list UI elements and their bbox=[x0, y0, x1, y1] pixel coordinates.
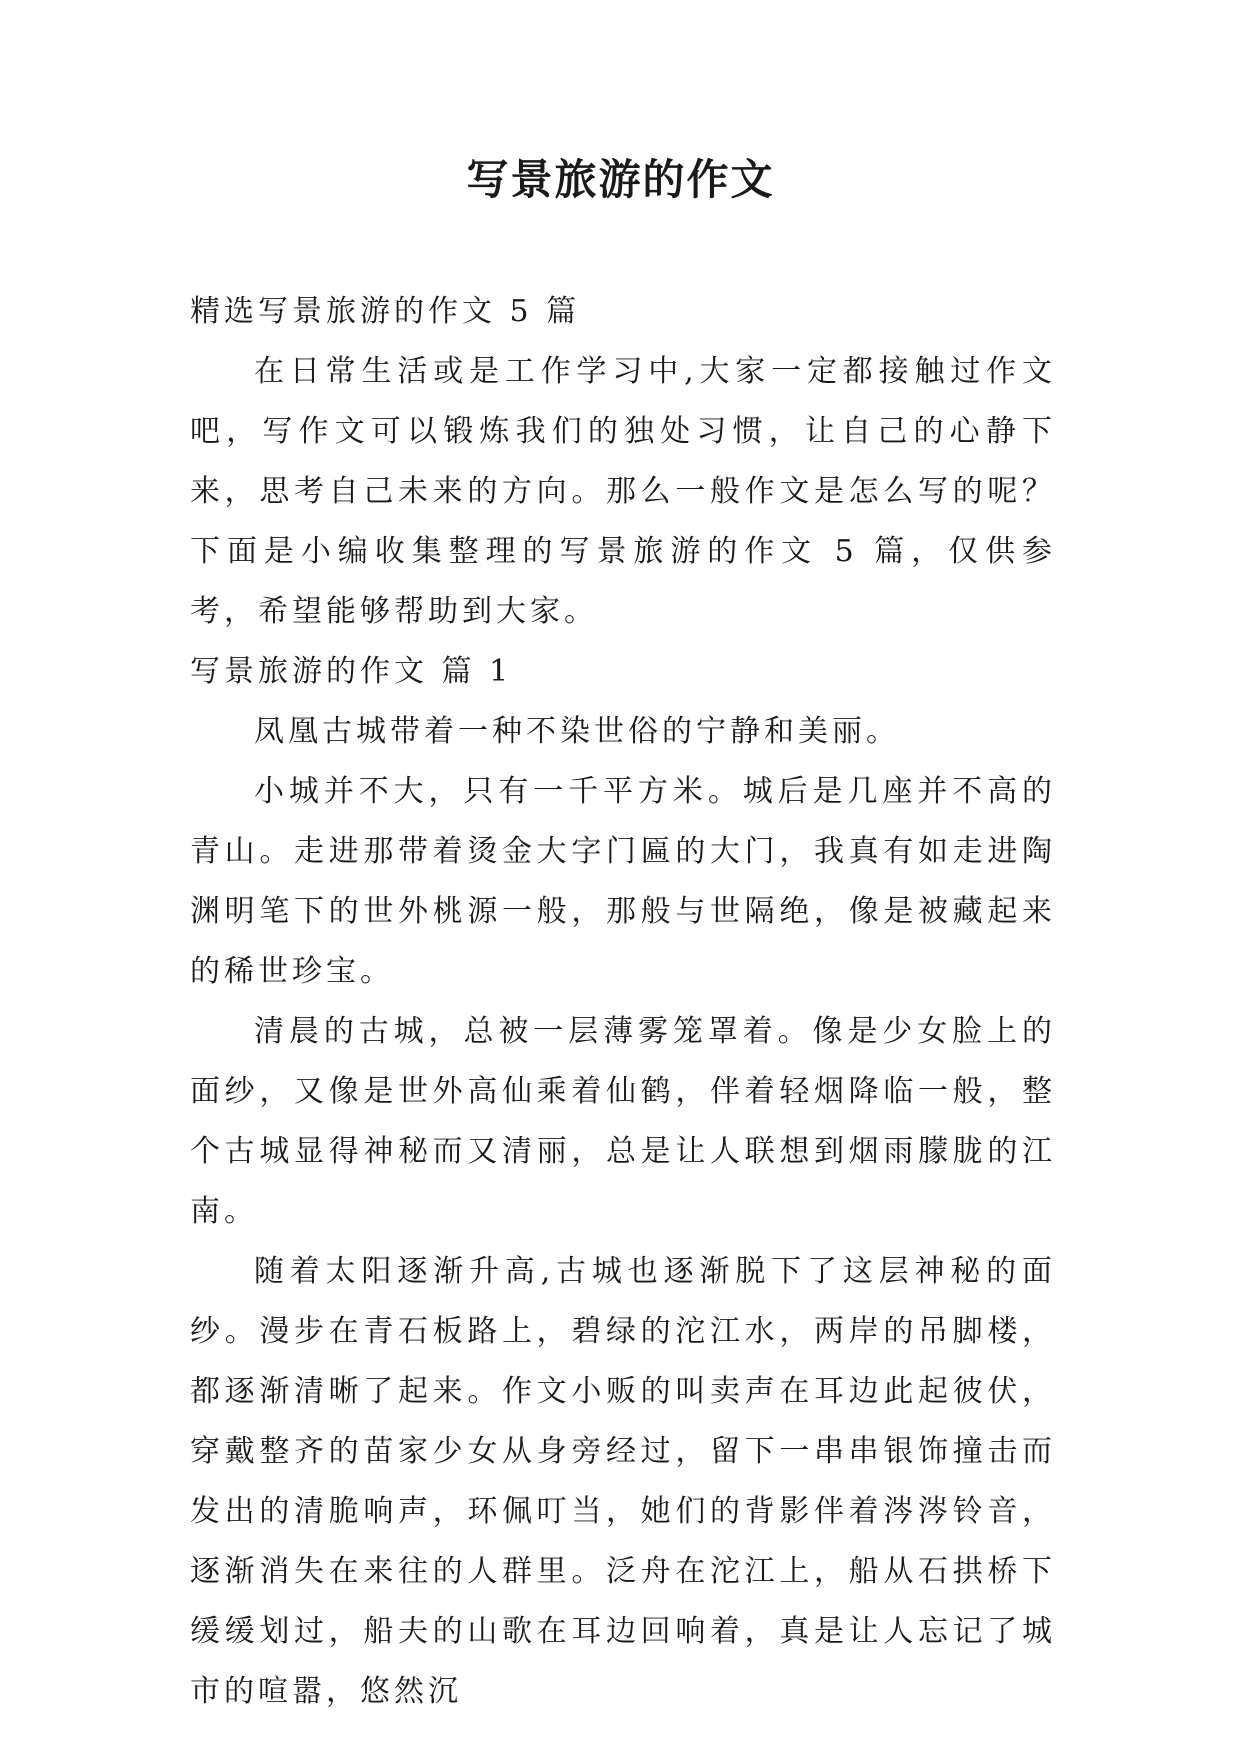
document-body bbox=[190, 282, 1056, 1722]
body-paragraph: 随着太阳逐渐升高,古城也逐渐脱下了这层神秘的面纱。漫步在青石板路上，碧绿的沱江水，两岸的吊脚楼，都逐渐清晰了起来。作文小贩的叫卖声在耳边此起彼伏，穿戴整齐的苗家少女从身旁经过，留下一串串银饰撞击而发出的清脆响声，环佩叮当，她们的背影伴着涔涔铃音，逐渐消失在来往的人群里。泛舟在沱江上，船从石拱桥下缓缓划过，船夫的山歌在耳边回响着，真是让人忘记了城市的喧嚣，悠然沉 bbox=[190, 1254, 1056, 1709]
document-subtitle: 精选写景旅游的作文 5 篇 bbox=[190, 294, 581, 329]
intro-paragraph: 在日常生活或是工作学习中,大家一定都接触过作文吧，写作文可以锻炼我们的独处习惯，让自己的心静下来，思考自己未来的方向。那么一般作文是怎么写的呢？下面是小编收集整理的写景旅游的作文 5 篇，仅供参考，希望能够帮助到大家。 bbox=[190, 354, 1056, 629]
body-paragraph: 小城并不大，只有一千平方米。城后是几座并不高的青山。走进那带着烫金大字门匾的大门，我真有如走进陶渊明笔下的世外桃源一般，那般与世隔绝，像是被藏起来的稀世珍宝。 bbox=[190, 774, 1056, 989]
body-paragraph: 清晨的古城，总被一层薄雾笼罩着。像是少女脸上的面纱，又像是世外高仙乘着仙鹤，伴着轻烟降临一般，整个古城显得神秘而又清丽，总是让人联想到烟雨朦胧的江南。 bbox=[190, 1014, 1056, 1229]
body-paragraph: 凤凰古城带着一种不染世俗的宁静和美丽。 bbox=[254, 714, 900, 749]
document-title: 写景旅游的作文 bbox=[466, 155, 775, 204]
section-heading: 写景旅游的作文 篇 1 bbox=[190, 654, 513, 689]
